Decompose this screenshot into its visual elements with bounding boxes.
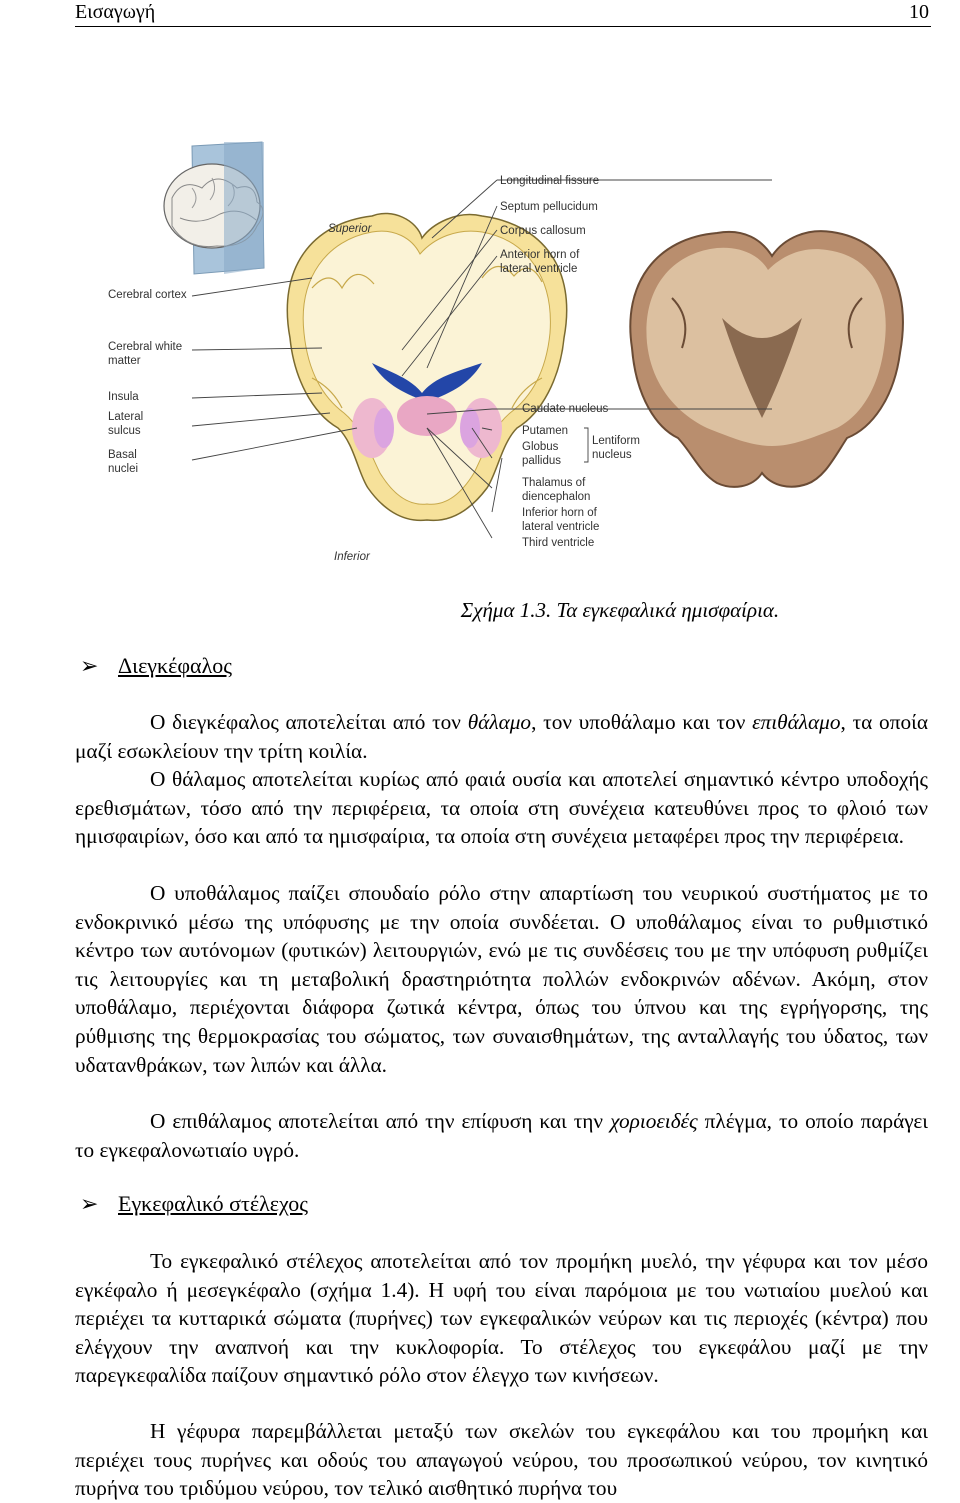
label-thalamus-1: Thalamus of — [522, 477, 586, 489]
label-white-matter-1: Cerebral white — [108, 341, 183, 353]
label-third-ventricle: Third ventricle — [522, 537, 595, 549]
label-longitudinal: Longitudinal fissure — [500, 175, 600, 187]
label-corpus: Corpus callosum — [500, 225, 586, 237]
label-lateral-2: sulcus — [108, 425, 141, 437]
label-inferior-horn-2: lateral ventricle — [522, 521, 600, 533]
page-number: 10 — [909, 1, 929, 23]
figure-caption: Σχήμα 1.3. Τα εγκεφαλικά ημισφαίρια. — [460, 598, 780, 622]
label-superior: Superior — [328, 223, 372, 235]
brain-figure — [72, 128, 938, 576]
section-heading-brainstem — [80, 1190, 308, 1218]
label-globus-1: Globus — [522, 441, 559, 453]
brain-inset — [164, 142, 264, 274]
label-lentiform-2: nucleus — [592, 449, 632, 461]
label-insula: Insula — [108, 391, 139, 403]
paragraph-pons: Η γέφυρα παρεμβάλλεται μεταξύ των σκελών του εγκεφάλου και του προμήκη και περιέχει τους πυρήνες και οδούς του απαγωγού νεύρου, του προσωπικού νεύρου, τον κινητικό πυρήνα του τριδύμου νεύρου, τον τελικό αισθητικό πυρήνα του — [75, 1419, 928, 1501]
label-caudate: Caudate nucleus — [522, 403, 609, 415]
bullet-arrow-icon: ➢ — [80, 653, 99, 678]
brain-illustration — [72, 128, 938, 576]
header-section: Εισαγωγή — [75, 1, 156, 23]
label-putamen: Putamen — [522, 425, 569, 437]
label-septum: Septum pellucidum — [500, 201, 598, 213]
label-white-matter-2: matter — [108, 355, 141, 367]
label-globus-2: pallidus — [522, 455, 561, 467]
paragraph-hypothalamus: Ο υποθάλαμος παίζει σπουδαίο ρόλο στην απαρτίωση του νευρικού συστήματος με το ενδοκρινικό μέσω της υπόφυσης με την οποία συνδέεται. Ο υποθάλαμος είναι το ρυθμιστικό κέντρο των αυτόνομων (φυτικών) λειτουργιών, ενώ με τις συνδέσεις του με την υπόφυση ρυθμίζει τις λειτουργίες και τη μεταβολική δραστηριότητα πολλών ενδοκρινών αδένων. Ακόμη, στον υποθάλαμο, περιέχονται διάφορα ζωτικά κέντρα, όπως του ύπνου και της εγρήγορσης, της ρύθμισης της θερμοκρασίας του σώματος, των συναισθημάτων, της ανταλλαγής του ύδατος, των υδατανθράκων, των λιπών και άλλα. — [75, 881, 928, 1077]
label-lateral-1: Lateral — [108, 411, 144, 423]
label-anterior-1: Anterior horn of — [500, 249, 580, 261]
brain-photograph — [630, 231, 903, 487]
label-basal-1: Basal — [108, 449, 137, 461]
paragraph-epithalamus: Ο επιθάλαμος αποτελείται από την επίφυση και την χοριοειδές πλέγμα, το οποίο παράγει το εγκεφαλονωτιαίο υγρό. — [75, 1109, 928, 1162]
paragraph-brainstem: Το εγκεφαλικό στέλεχος αποτελείται από τον προμήκη μυελό, την γέφυρα και τον μέσο εγκέφαλο ή μεσεγκέφαλο (σχήμα 1.4). Η υφή του είναι παρόμοια με του νωτιαίου μυελού και περιέχει τα κυτταρικά σώματα (πυρήνες) των εγκεφαλικών νεύρων και τις περιοχές (κέντρα) που ελέγχουν την αναπνοή και την κυκλοφορία. Το στέλεχος του εγκεφάλου μαζί με την παρεγκεφαλίδα παίζουν σημαντικό ρόλο στον έλεγχο των κινήσεων. — [75, 1249, 928, 1388]
label-basal-2: nuclei — [108, 463, 139, 475]
label-thalamus-2: diencephalon — [522, 491, 591, 503]
paragraph-diencephalon-intro: Ο διεγκέφαλος αποτελείται από τον θάλαμο, τον υποθάλαμο και τον επιθάλαμο, τα οποία μαζί εσωκλείουν την τρίτη κοιλία. — [75, 710, 928, 763]
bullet-arrow-icon: ➢ — [80, 1191, 99, 1216]
paragraph-thalamus: Ο θάλαμος αποτελείται κυρίως από φαιά ουσία και αποτελεί σημαντικό κέντρο υποδοχής ερεθισμάτων, τόσο από την περιφέρεια, τα οποία στη συνέχεια κατευθύνει προς το φλοιό των ημισφαιρίων, όσο και από τα ημισφαίρια, τα οποία στη συνέχεια μεταφέρει προς την περιφέρεια. — [75, 767, 928, 849]
label-cerebral-cortex: Cerebral cortex — [108, 289, 187, 301]
label-lentiform-1: Lentiform — [592, 435, 640, 447]
label-inferior-horn-1: Inferior horn of — [522, 507, 597, 519]
section-heading-diencephalon — [80, 652, 232, 680]
page-header — [75, 0, 931, 27]
section-title: Εγκεφαλικό στέλεχος — [118, 1191, 308, 1216]
label-anterior-2: lateral ventricle — [500, 263, 578, 275]
label-inferior: Inferior — [334, 551, 370, 563]
section-title: Διεγκέφαλος — [118, 653, 232, 678]
